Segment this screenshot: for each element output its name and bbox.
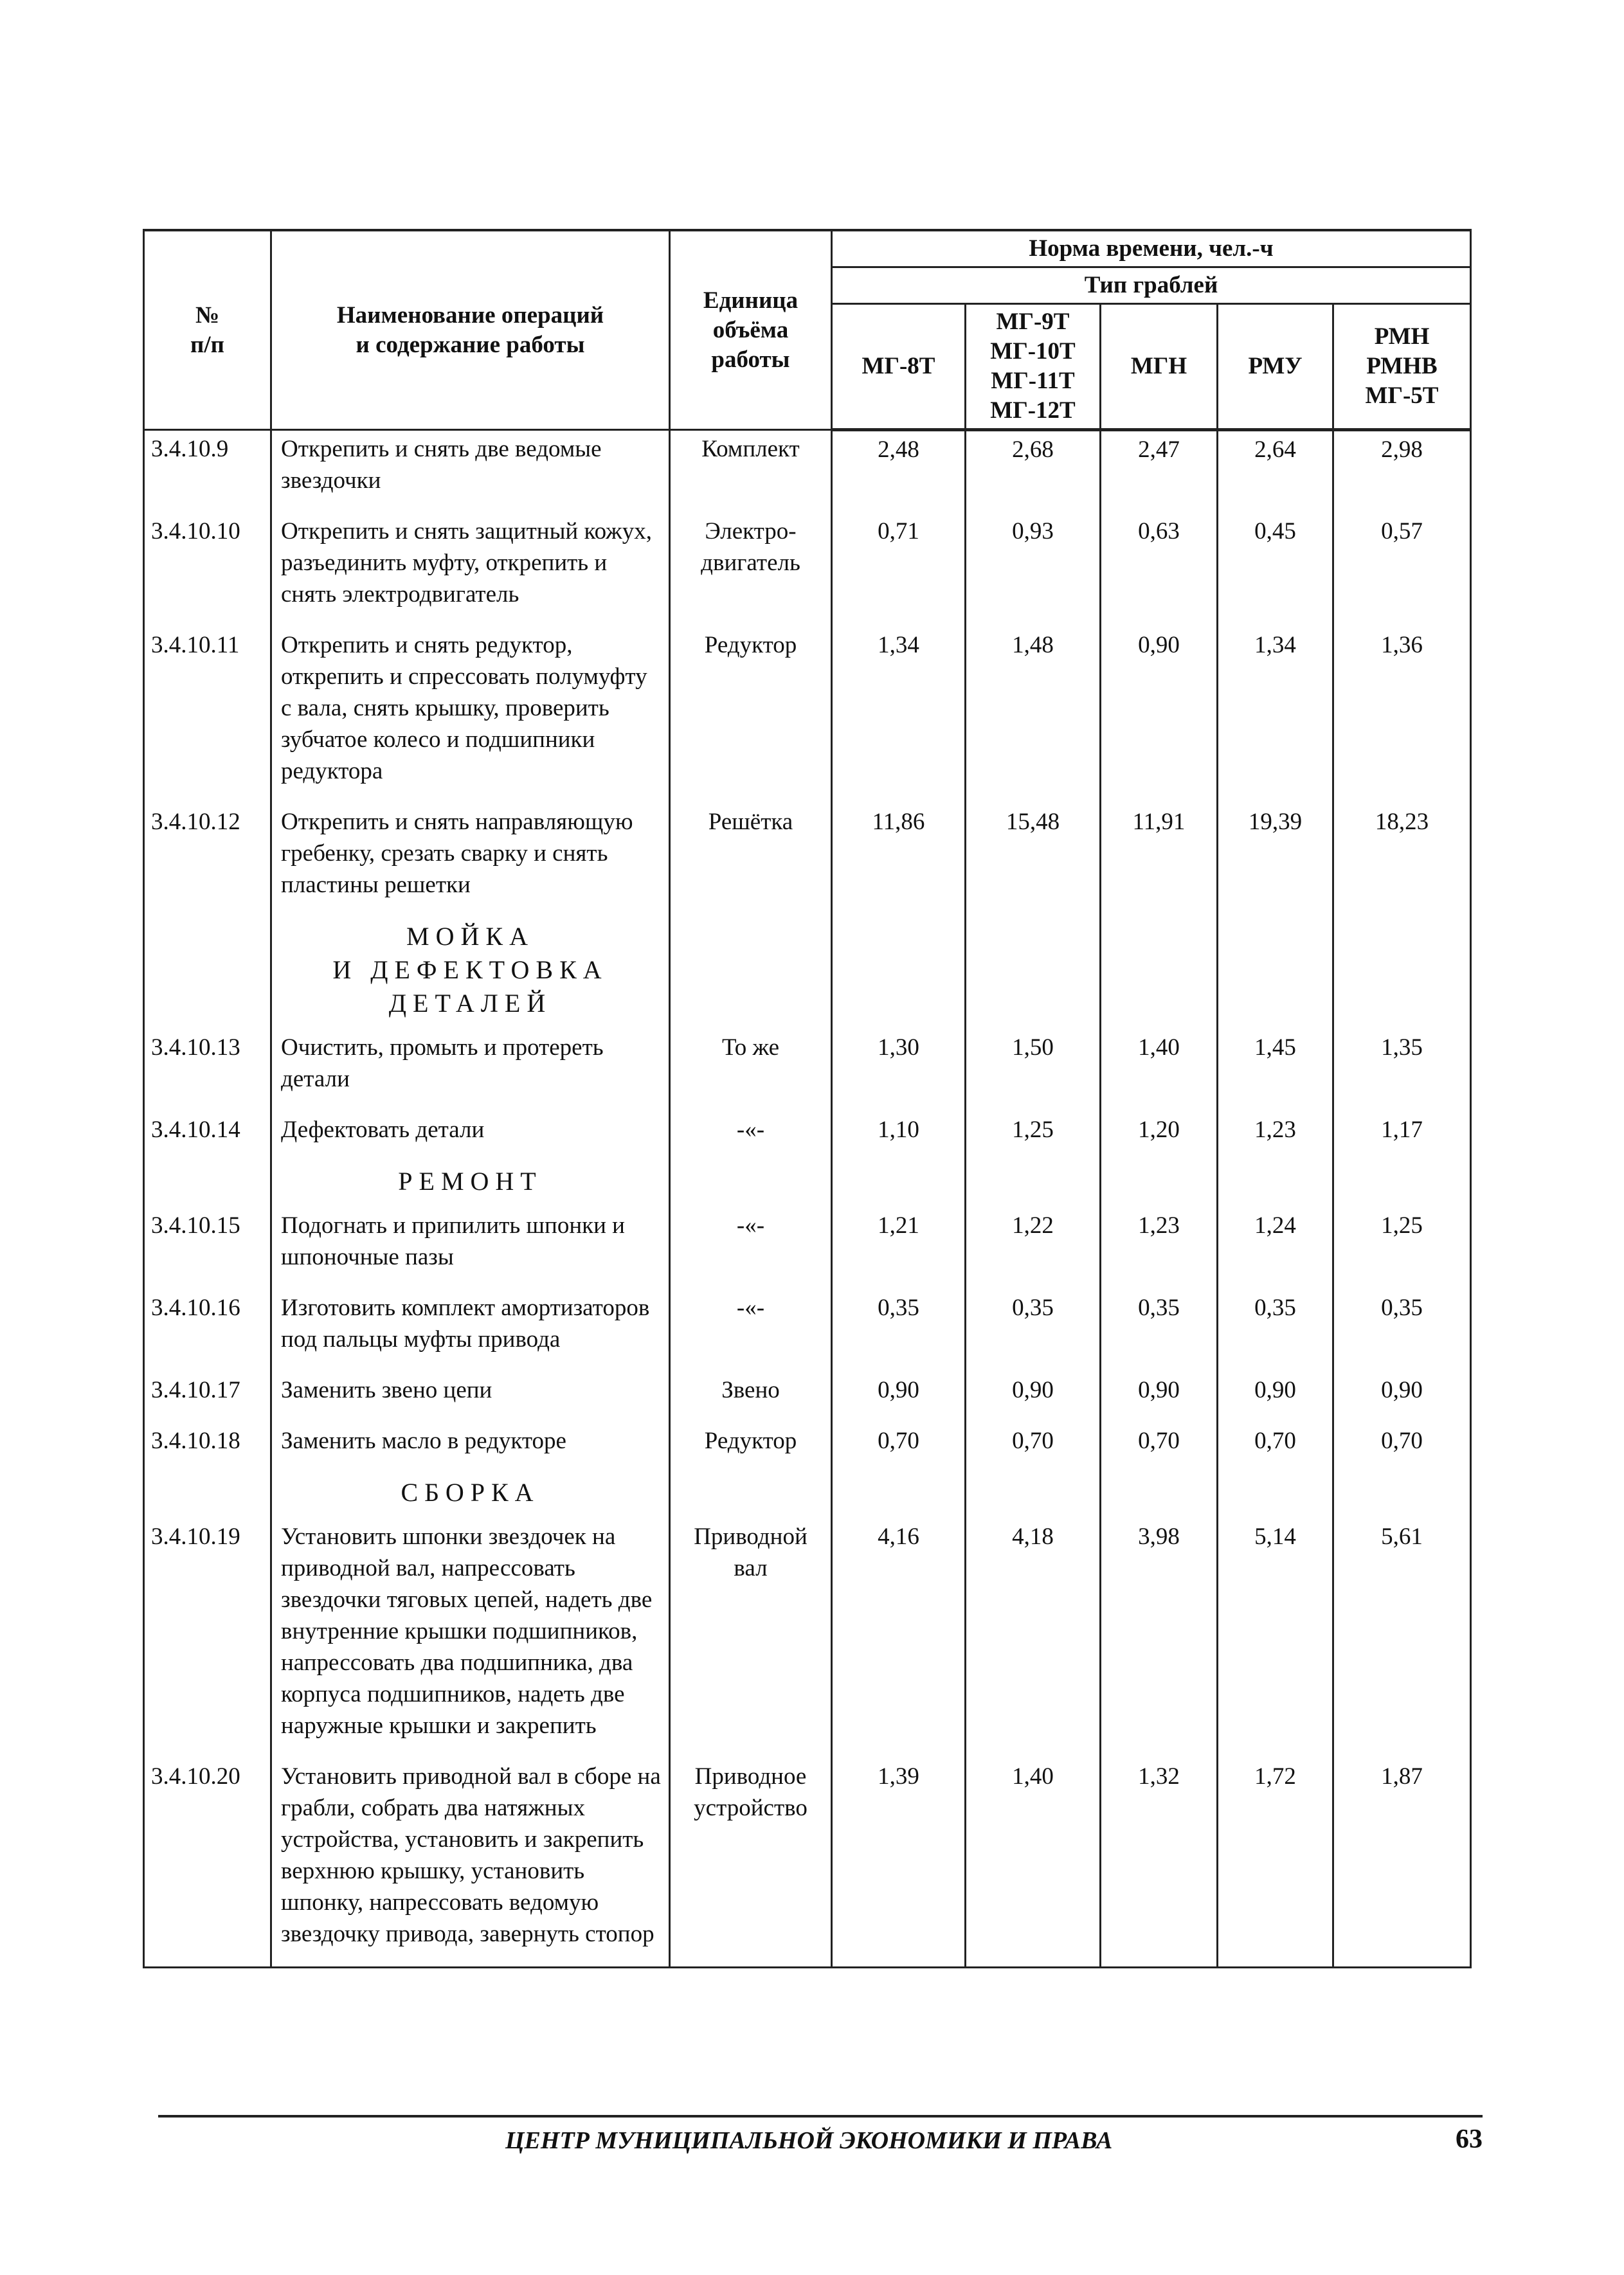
section-blank-cell bbox=[1218, 1162, 1333, 1207]
section-title: МОЙКА И ДЕФЕКТОВКА ДЕТАЛЕЙ bbox=[271, 917, 670, 1029]
header-operation-name: Наименование операций и содержание работы bbox=[271, 230, 670, 430]
section-title: СБОРКА bbox=[271, 1473, 670, 1518]
operation-name: Открепить и снять направляющую гребенку, срезать сварку и снять пластины решетки bbox=[271, 804, 670, 917]
work-unit: Решётка bbox=[670, 804, 832, 917]
time-norm-value: 0,90 bbox=[1333, 1372, 1471, 1423]
work-unit: Электро- двигатель bbox=[670, 513, 832, 627]
page-footer bbox=[158, 2115, 1483, 2163]
time-norm-value: 2,47 bbox=[1101, 430, 1218, 514]
work-unit: Комплект bbox=[670, 430, 832, 514]
time-norm-value: 1,72 bbox=[1218, 1758, 1333, 1968]
section-blank-cell bbox=[832, 1162, 966, 1207]
time-norm-value: 1,45 bbox=[1218, 1029, 1333, 1111]
time-norm-value: 0,90 bbox=[1101, 1372, 1218, 1423]
section-row bbox=[144, 1162, 1471, 1207]
operation-name: Заменить звено цепи bbox=[271, 1372, 670, 1423]
section-blank-cell bbox=[670, 917, 832, 1029]
section-blank-cell bbox=[966, 917, 1101, 1029]
time-norm-value: 0,35 bbox=[966, 1290, 1101, 1372]
header-time-norm: Норма времени, чел.-ч bbox=[832, 230, 1471, 267]
time-norm-value: 0,90 bbox=[832, 1372, 966, 1423]
section-blank-cell bbox=[1333, 1162, 1471, 1207]
operation-name: Очистить, промыть и протереть детали bbox=[271, 1029, 670, 1111]
time-norm-value: 1,17 bbox=[1333, 1111, 1471, 1162]
table-row bbox=[144, 1423, 1471, 1473]
section-title: РЕМОНТ bbox=[271, 1162, 670, 1207]
work-unit: Редуктор bbox=[670, 1423, 832, 1473]
work-unit: Приводное устройство bbox=[670, 1758, 832, 1968]
header-col-mg9t-12t: МГ-9Т МГ-10Т МГ-11Т МГ-12Т bbox=[966, 304, 1101, 430]
header-col-rmu: РМУ bbox=[1218, 304, 1333, 430]
time-norm-value: 0,90 bbox=[1101, 627, 1218, 804]
time-norm-value: 1,20 bbox=[1101, 1111, 1218, 1162]
work-unit: То же bbox=[670, 1029, 832, 1111]
section-blank-cell bbox=[1101, 1162, 1218, 1207]
time-norm-value: 1,50 bbox=[966, 1029, 1101, 1111]
time-norm-value: 0,90 bbox=[1218, 1372, 1333, 1423]
section-blank-cell bbox=[966, 1473, 1101, 1518]
time-norm-value: 1,30 bbox=[832, 1029, 966, 1111]
operation-name: Открепить и снять редуктор, открепить и спрессовать полумуфту с вала, снять крышку, проверить зубчатое колесо и подшипники редуктора bbox=[271, 627, 670, 804]
header-rake-type: Тип граблей bbox=[832, 267, 1471, 304]
time-norm-value: 1,39 bbox=[832, 1758, 966, 1968]
time-norm-value: 1,35 bbox=[1333, 1029, 1471, 1111]
section-blank-no bbox=[144, 917, 271, 1029]
operation-name: Установить приводной вал в сборе на грабли, собрать два натяжных устройства, установить и закрепить верхнюю крышку, установить шпонку, напрессовать ведомую звездочку привода, завернуть стопор bbox=[271, 1758, 670, 1968]
time-norm-value: 1,40 bbox=[1101, 1029, 1218, 1111]
header-col-mgn: МГН bbox=[1101, 304, 1218, 430]
time-norm-value: 0,70 bbox=[966, 1423, 1101, 1473]
section-blank-cell bbox=[670, 1162, 832, 1207]
section-blank-cell bbox=[1218, 917, 1333, 1029]
time-norm-value: 1,23 bbox=[1218, 1111, 1333, 1162]
section-blank-cell bbox=[1101, 1473, 1218, 1518]
time-norm-value: 1,36 bbox=[1333, 627, 1471, 804]
operation-name: Установить шпонки звездочек на приводной вал, напрессовать звездочки тяговых цепей, надеть две внутренние крышки подшипников, напрессовать два подшипника, два корпуса подшипников, надеть две наружные крышки и закрепить bbox=[271, 1518, 670, 1758]
time-norm-value: 1,23 bbox=[1101, 1207, 1218, 1290]
row-number: 3.4.10.20 bbox=[144, 1758, 271, 1968]
row-number: 3.4.10.17 bbox=[144, 1372, 271, 1423]
table-row bbox=[144, 804, 1471, 917]
table-row bbox=[144, 1290, 1471, 1372]
table-row bbox=[144, 1029, 1471, 1111]
work-unit: -«- bbox=[670, 1290, 832, 1372]
section-row bbox=[144, 1473, 1471, 1518]
time-norm-value: 18,23 bbox=[1333, 804, 1471, 917]
row-number: 3.4.10.16 bbox=[144, 1290, 271, 1372]
section-blank-no bbox=[144, 1473, 271, 1518]
row-number: 3.4.10.18 bbox=[144, 1423, 271, 1473]
section-blank-cell bbox=[1218, 1473, 1333, 1518]
norm-table-container bbox=[143, 229, 1470, 1968]
section-blank-cell bbox=[1101, 917, 1218, 1029]
table-row bbox=[144, 1372, 1471, 1423]
time-norm-value: 0,70 bbox=[1333, 1423, 1471, 1473]
row-number: 3.4.10.13 bbox=[144, 1029, 271, 1111]
row-number: 3.4.10.9 bbox=[144, 430, 271, 514]
work-unit: Приводной вал bbox=[670, 1518, 832, 1758]
time-norm-value: 3,98 bbox=[1101, 1518, 1218, 1758]
section-blank-no bbox=[144, 1162, 271, 1207]
section-blank-cell bbox=[1333, 1473, 1471, 1518]
time-norm-value: 5,61 bbox=[1333, 1518, 1471, 1758]
time-norm-value: 1,21 bbox=[832, 1207, 966, 1290]
time-norm-value: 0,70 bbox=[832, 1423, 966, 1473]
footer-publisher: ЦЕНТР МУНИЦИПАЛЬНОЙ ЭКОНОМИКИ И ПРАВА bbox=[505, 2127, 1113, 2154]
operation-name: Открепить и снять защитный кожух, разъединить муфту, открепить и снять электродвигатель bbox=[271, 513, 670, 627]
section-row bbox=[144, 917, 1471, 1029]
section-blank-cell bbox=[832, 1473, 966, 1518]
time-norm-value: 11,91 bbox=[1101, 804, 1218, 917]
header-unit: Единица объёма работы bbox=[670, 230, 832, 430]
time-norm-value: 0,70 bbox=[1101, 1423, 1218, 1473]
work-unit: -«- bbox=[670, 1207, 832, 1290]
time-norm-value: 0,35 bbox=[1333, 1290, 1471, 1372]
section-blank-cell bbox=[966, 1162, 1101, 1207]
table-row bbox=[144, 1111, 1471, 1162]
time-norm-value: 0,93 bbox=[966, 513, 1101, 627]
time-norm-value: 0,45 bbox=[1218, 513, 1333, 627]
table-row bbox=[144, 1518, 1471, 1758]
row-number: 3.4.10.15 bbox=[144, 1207, 271, 1290]
time-norm-value: 0,57 bbox=[1333, 513, 1471, 627]
time-norm-value: 19,39 bbox=[1218, 804, 1333, 917]
time-norm-value: 1,32 bbox=[1101, 1758, 1218, 1968]
header-col-mg8t: МГ-8Т bbox=[832, 304, 966, 430]
time-norm-value: 0,35 bbox=[1218, 1290, 1333, 1372]
section-blank-cell bbox=[670, 1473, 832, 1518]
row-number: 3.4.10.12 bbox=[144, 804, 271, 917]
header-col-rmn: РМН РМНВ МГ-5Т bbox=[1333, 304, 1471, 430]
section-blank-cell bbox=[832, 917, 966, 1029]
time-norm-value: 15,48 bbox=[966, 804, 1101, 917]
time-norm-value: 11,86 bbox=[832, 804, 966, 917]
row-number: 3.4.10.14 bbox=[144, 1111, 271, 1162]
operation-name: Заменить масло в редукторе bbox=[271, 1423, 670, 1473]
norm-table bbox=[143, 229, 1472, 1968]
time-norm-value: 2,64 bbox=[1218, 430, 1333, 514]
header-no: № п/п bbox=[144, 230, 271, 430]
time-norm-value: 1,87 bbox=[1333, 1758, 1471, 1968]
time-norm-value: 1,22 bbox=[966, 1207, 1101, 1290]
time-norm-value: 1,40 bbox=[966, 1758, 1101, 1968]
operation-name: Изготовить комплект амортизаторов под пальцы муфты привода bbox=[271, 1290, 670, 1372]
row-number: 3.4.10.19 bbox=[144, 1518, 271, 1758]
time-norm-value: 1,25 bbox=[1333, 1207, 1471, 1290]
time-norm-value: 4,18 bbox=[966, 1518, 1101, 1758]
time-norm-value: 0,63 bbox=[1101, 513, 1218, 627]
table-row bbox=[144, 1207, 1471, 1290]
table-row bbox=[144, 627, 1471, 804]
page-number: 63 bbox=[1456, 2125, 1483, 2154]
operation-name: Подогнать и припилить шпонки и шпоночные пазы bbox=[271, 1207, 670, 1290]
time-norm-value: 1,48 bbox=[966, 627, 1101, 804]
work-unit: Редуктор bbox=[670, 627, 832, 804]
time-norm-value: 1,24 bbox=[1218, 1207, 1333, 1290]
row-number: 3.4.10.10 bbox=[144, 513, 271, 627]
row-number: 3.4.10.11 bbox=[144, 627, 271, 804]
time-norm-value: 0,71 bbox=[832, 513, 966, 627]
time-norm-value: 1,34 bbox=[1218, 627, 1333, 804]
table-row bbox=[144, 1758, 1471, 1968]
table-row bbox=[144, 513, 1471, 627]
time-norm-value: 1,25 bbox=[966, 1111, 1101, 1162]
table-body bbox=[144, 430, 1471, 1968]
time-norm-value: 0,70 bbox=[1218, 1423, 1333, 1473]
time-norm-value: 2,98 bbox=[1333, 430, 1471, 514]
work-unit: -«- bbox=[670, 1111, 832, 1162]
table-row bbox=[144, 430, 1471, 514]
time-norm-value: 2,48 bbox=[832, 430, 966, 514]
work-unit: Звено bbox=[670, 1372, 832, 1423]
time-norm-value: 0,35 bbox=[1101, 1290, 1218, 1372]
operation-name: Открепить и снять две ведомые звездочки bbox=[271, 430, 670, 514]
section-blank-cell bbox=[1333, 917, 1471, 1029]
time-norm-value: 1,34 bbox=[832, 627, 966, 804]
time-norm-value: 0,35 bbox=[832, 1290, 966, 1372]
time-norm-value: 1,10 bbox=[832, 1111, 966, 1162]
time-norm-value: 0,90 bbox=[966, 1372, 1101, 1423]
time-norm-value: 4,16 bbox=[832, 1518, 966, 1758]
operation-name: Дефектовать детали bbox=[271, 1111, 670, 1162]
time-norm-value: 5,14 bbox=[1218, 1518, 1333, 1758]
time-norm-value: 2,68 bbox=[966, 430, 1101, 514]
